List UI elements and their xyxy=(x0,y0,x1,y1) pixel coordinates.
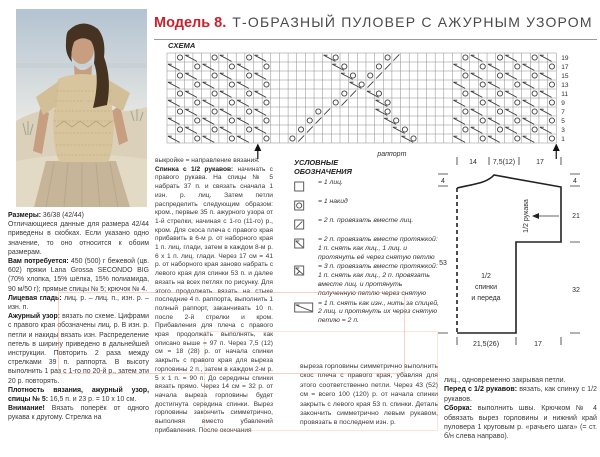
svg-text:11: 11 xyxy=(561,91,568,98)
paragraph: Отличающиеся данные для размера 42/44 приведены в скобках. Если указано одно значение, то оно относится к обоим размерам. xyxy=(8,221,149,256)
paragraph: Ажурный узор: вязать по схеме. Цифрами с правого края обозначены лиц. р. В изн. р. петли и накиды вязать изн. Распределение петель в ширину приведено в дальнейшей инструкции. Повторить 2 раза между стрелками 39 п. раппорта. В высоту выполнить 1 раз с 1-го по 20-й р., затем эти 20 р. повторять. xyxy=(8,313,149,385)
legend-item-text: = 2 п. провязать вместе лиц. xyxy=(318,217,414,224)
sleeve-label: 1/2 рукава xyxy=(523,199,530,233)
measure-top-neck: 7,5(12) xyxy=(492,159,516,166)
paragraph: лиц., одновременно закрывая петли. xyxy=(444,376,566,384)
legend-item xyxy=(294,236,442,262)
knitting-chart xyxy=(166,52,596,162)
svg-text:1: 1 xyxy=(561,136,565,143)
ssk-symbol-icon xyxy=(294,238,316,249)
paragraph: Плотность вязания, ажурный узор, спицы № 5: 16,5 п. и 23 р. = 10 x 10 см. xyxy=(8,386,149,404)
paragraph: Сборка: выполнить швы. Крючком № 4 обвязать вырез горловины и нижний край пуловера 1 круговым р. «рачьего шага» (= ст. б/н слева направо). xyxy=(444,404,597,441)
yo-symbol-icon xyxy=(294,200,316,211)
body-label-2: спинки xyxy=(474,284,498,291)
measure-top-17: 17 xyxy=(536,159,544,166)
svg-text:15: 15 xyxy=(561,73,569,80)
body-label-1: 1/2 xyxy=(481,273,491,280)
chart-section-label: СХЕМА xyxy=(168,41,196,50)
sk2p-symbol-icon xyxy=(294,265,316,276)
legend-title-line1: УСЛОВНЫЕ xyxy=(294,158,339,167)
paragraph: Внимание! Вязать поперёк от одного рукава к другому. Стрелка на xyxy=(8,405,149,422)
paragraph: выкройке = направление вязания. xyxy=(155,157,260,164)
title-text: Т-ОБРАЗНЫЙ ПУЛОВЕР С АЖУРНЫМ УЗОРОМ xyxy=(232,14,593,30)
svg-text:5: 5 xyxy=(561,118,565,125)
measure-bottom-width: 21,5(26) xyxy=(472,341,500,348)
legend-item-text: = 2 п. провязать вместе протяжкой: 1 п. снять как лиц., 1 лиц. и протянуть её через снятую петлю xyxy=(318,236,438,261)
knit-icon xyxy=(294,179,318,197)
svg-text:19: 19 xyxy=(561,55,569,62)
svg-text:раппорт: раппорт xyxy=(377,151,407,158)
k2tog-icon xyxy=(294,217,318,235)
measure-shoulder-right: 4 xyxy=(573,178,577,185)
sleeve-arrow xyxy=(532,213,539,219)
pattern-schematic xyxy=(424,152,600,354)
schematic-outline xyxy=(457,175,561,333)
ssk-icon xyxy=(294,236,318,254)
svg-text:3: 3 xyxy=(561,127,565,134)
column-front-assembly xyxy=(444,376,597,457)
svg-text:13: 13 xyxy=(561,82,569,89)
measure-top-14: 14 xyxy=(469,159,477,166)
paragraph: выреза горловины симметрично выполнить скос плеча с правого края, убавляя для этого соответственно петли. Через 43 (52) см = всего 100 (120) р. от начала спинки закрыть с левого края 53 п. спинки. Деталь закончить симметрично левым рукавом, провязать в последнем изн. р. xyxy=(300,363,438,427)
paragraph: Спинка с 1/2 рукавов: начинать с правого рукава. На спицы № 5 набрать 37 п. и связать сначала 1 изн. р. лиц. Затем петли распределить следующим образом: кром., первые 35 п. ажурного узора от 1-й стрелки, начиная с 1-го (11-го) р., кром. Для скоса плеча с правого края прибавить в 6-м р. от наборного края 1 п. лиц. глади, затем в каждом 8-м р. 6 х 1 п. лиц. глади. Через 17 см = 41 р. от наборного края заново набрать с левого края для спинки 53 п. и далее вязать на всех петлях по рисунку. Для этого продолжать вязать на стыке последние 4 п. раппорта, выполнить 1 полный раппорт, заканчивать 10 п. после 2-й стрелки и кром. Прибавления для плеча с правого края продолжать выполнять, как описано выше = 97 п. Через 7,5 (12) см = 18 (28) р. от начала спинки закрыть с правого края для выреза горловины 2 п., затем в каждом 2-м р. 5 х 1 п. = 90 п. До середины спинки вязать прямо. Через 14 см = 32 р. от начала выреза горловины будет достигнута середина спинки. Вырез горловины закончить симметрично, выполняя вместо убавлений прибавления. После окончания xyxy=(155,165,273,434)
measure-side-height: 32 xyxy=(572,287,580,294)
legend-item xyxy=(294,217,442,235)
paragraph: Лицевая гладь: лиц. р. – лиц. п., изн. р. – изн. п. xyxy=(8,294,149,312)
legend-title xyxy=(294,158,442,176)
svg-text:7: 7 xyxy=(561,109,565,116)
knit-symbol-icon xyxy=(294,181,316,192)
measure-sleeve-width: 21 xyxy=(572,213,580,220)
legend-item-text: = 1 лиц. xyxy=(318,179,343,186)
paragraph: Перед с 1/2 рукавов: вязать, как спинку с 1/2 рукавов. xyxy=(444,385,597,403)
legend-item-text: = 3 п. провязать вместе протяжкой: 1 п. снять как лиц., 2 п. провязать вместе лиц. и протянуть полученную петлю через снятую xyxy=(318,263,438,297)
k2tog-symbol-icon xyxy=(294,219,316,230)
svg-text:9: 9 xyxy=(561,100,565,107)
legend-item-text: = 1 п. снять как изн., нить за спицей, 2 лиц. и протянуть их через снятую петлю = 2 п. xyxy=(318,299,440,325)
paragraph: Вам потребуется: 450 (500) г бежевой (цв. 602) пряжи Lana Grossa SECONDO BIG (70% хлопка, 15% шёлка, 15% полиамида, 90 м/50 г); прямые спицы № 5; крючок № 4. xyxy=(8,258,149,293)
measure-shoulder-left: 4 xyxy=(441,178,445,185)
model-number-label: Модель 8. xyxy=(154,15,227,31)
yo-icon xyxy=(294,198,318,216)
page-title xyxy=(154,14,597,40)
legend-item xyxy=(294,179,442,197)
model-photo-image xyxy=(16,9,147,207)
body-label-3: и переда xyxy=(471,295,501,302)
legend-item xyxy=(294,198,442,216)
legend-title-line2: ОБОЗНАЧЕНИЯ xyxy=(294,167,352,176)
sk2p-icon xyxy=(294,263,318,281)
scan-watermark-line xyxy=(204,331,438,431)
measure-back-height: 53 xyxy=(439,260,447,267)
legend-item-text: = 1 накид xyxy=(318,198,348,205)
model-photo xyxy=(16,9,147,207)
measure-sleeve-bottom: 17 xyxy=(534,341,542,348)
paragraph: Размеры: 36/38 (42/44) xyxy=(8,212,84,219)
svg-text:17: 17 xyxy=(561,64,569,71)
